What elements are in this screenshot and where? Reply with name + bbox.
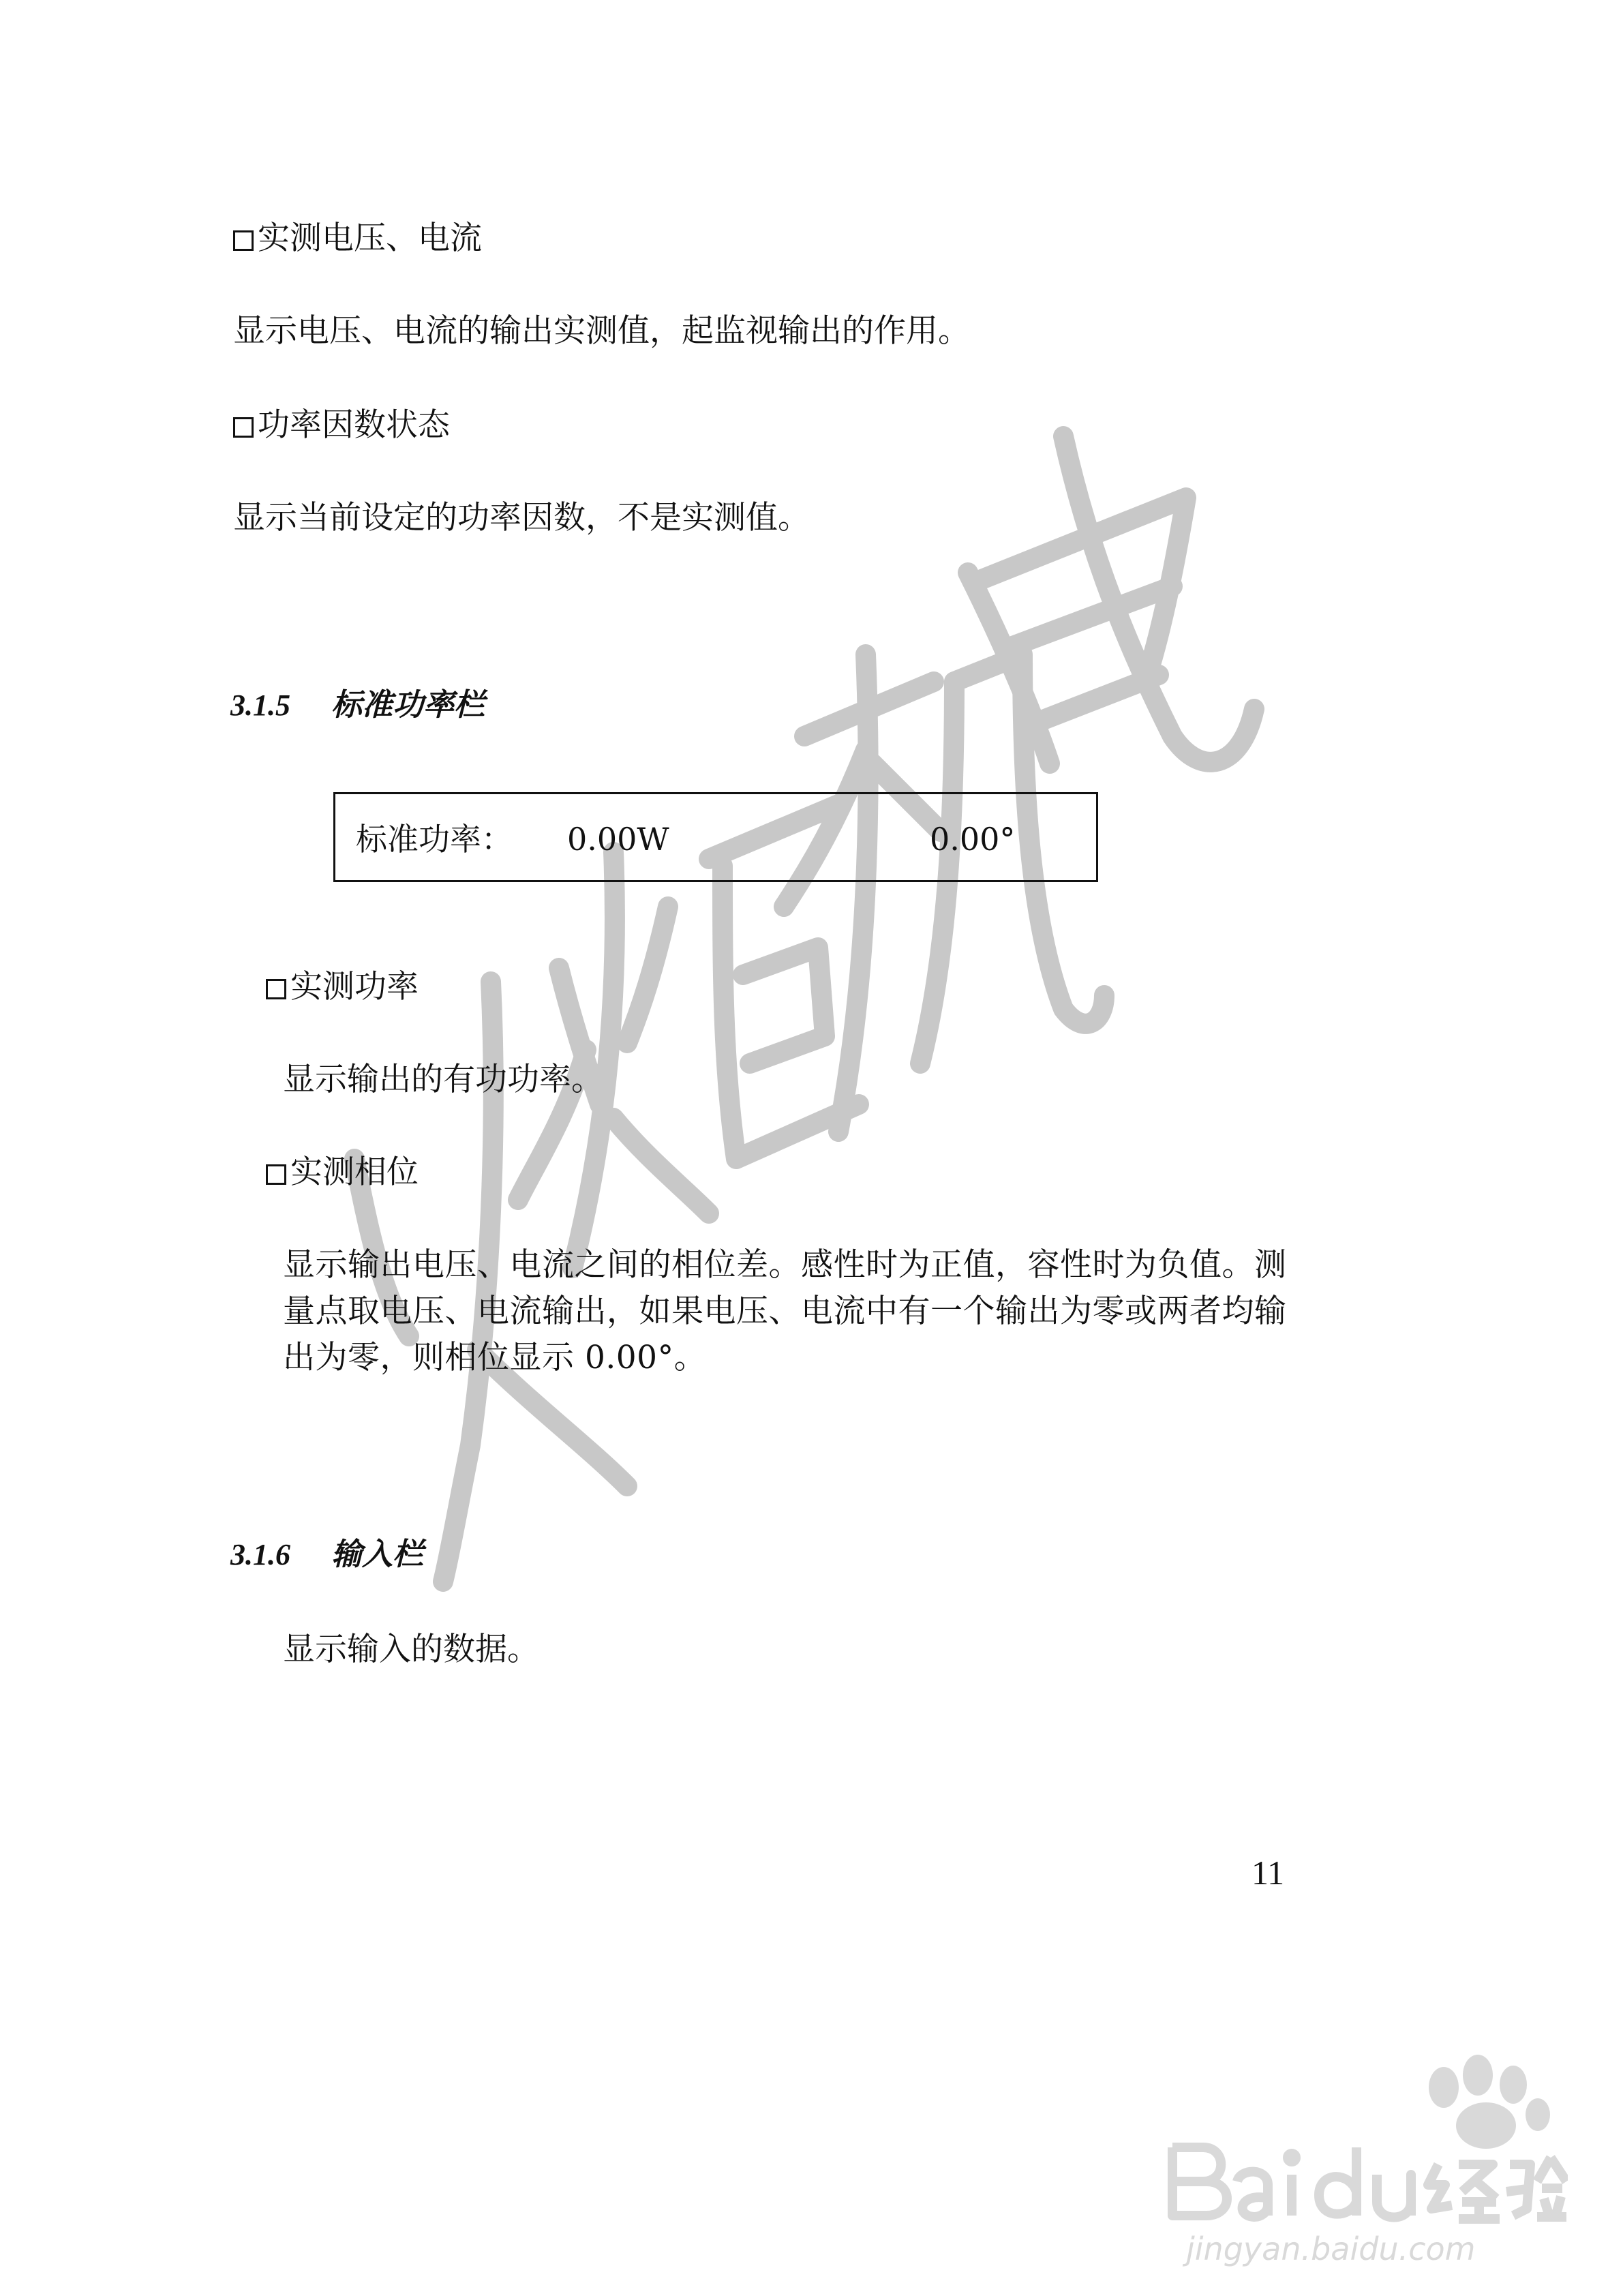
item-measured-phase-title xyxy=(266,1152,419,1193)
item-measured-power-title xyxy=(266,967,419,1008)
standard-phase-value: 0.00° xyxy=(930,821,1016,858)
measured-phase-title-text: 实测相位 xyxy=(290,1153,419,1191)
standard-power-label: 标准功率： xyxy=(356,821,513,858)
heading-title: 输入栏 xyxy=(331,1536,424,1572)
input-bar-description: 显示输入的数据。 xyxy=(283,1631,539,1668)
measured-phase-description xyxy=(283,1242,1292,1381)
checkbox-icon xyxy=(266,1164,286,1185)
page-number: 11 xyxy=(1252,1854,1285,1892)
measured-vi-title-text: 实测电压、电流 xyxy=(258,220,482,257)
heading-number: 3.1.6 xyxy=(230,1538,290,1571)
paragraph-line: 显示输出电压、电流之间的相位差。感性时为正值，容性时为负值。测 xyxy=(283,1246,1287,1284)
standard-power-value: 0.00W xyxy=(567,821,669,858)
standard-power-display xyxy=(333,792,1098,882)
checkbox-icon xyxy=(233,230,254,251)
measured-vi-description: 显示电压、电流的输出实测值，起监视输出的作用。 xyxy=(233,312,970,350)
paragraph-line: 出为零，则相位显示 0.00°。 xyxy=(283,1339,707,1376)
measured-power-title-text: 实测功率 xyxy=(290,968,419,1006)
pf-status-description: 显示当前设定的功率因数，不是实测值。 xyxy=(233,499,810,537)
heading-3-1-6 xyxy=(230,1534,423,1575)
heading-title: 标准功率栏 xyxy=(331,686,485,723)
section-measured-vi-title xyxy=(233,218,482,259)
paragraph-line: 量点取电压、电流输出，如果电压、电流中有一个输出为零或两者均输 xyxy=(283,1293,1287,1330)
checkbox-icon xyxy=(266,979,286,999)
heading-3-1-5 xyxy=(230,684,485,726)
checkbox-icon xyxy=(233,417,254,438)
pf-status-title-text: 功率因数状态 xyxy=(258,406,450,444)
heading-number: 3.1.5 xyxy=(230,689,290,722)
section-pf-status-title xyxy=(233,405,450,446)
baidu-logo xyxy=(1159,2045,1568,2270)
baidu-logo-url: jingyan.baidu.com xyxy=(1186,2231,1476,2267)
measured-power-description: 显示输出的有功功率。 xyxy=(283,1061,603,1098)
